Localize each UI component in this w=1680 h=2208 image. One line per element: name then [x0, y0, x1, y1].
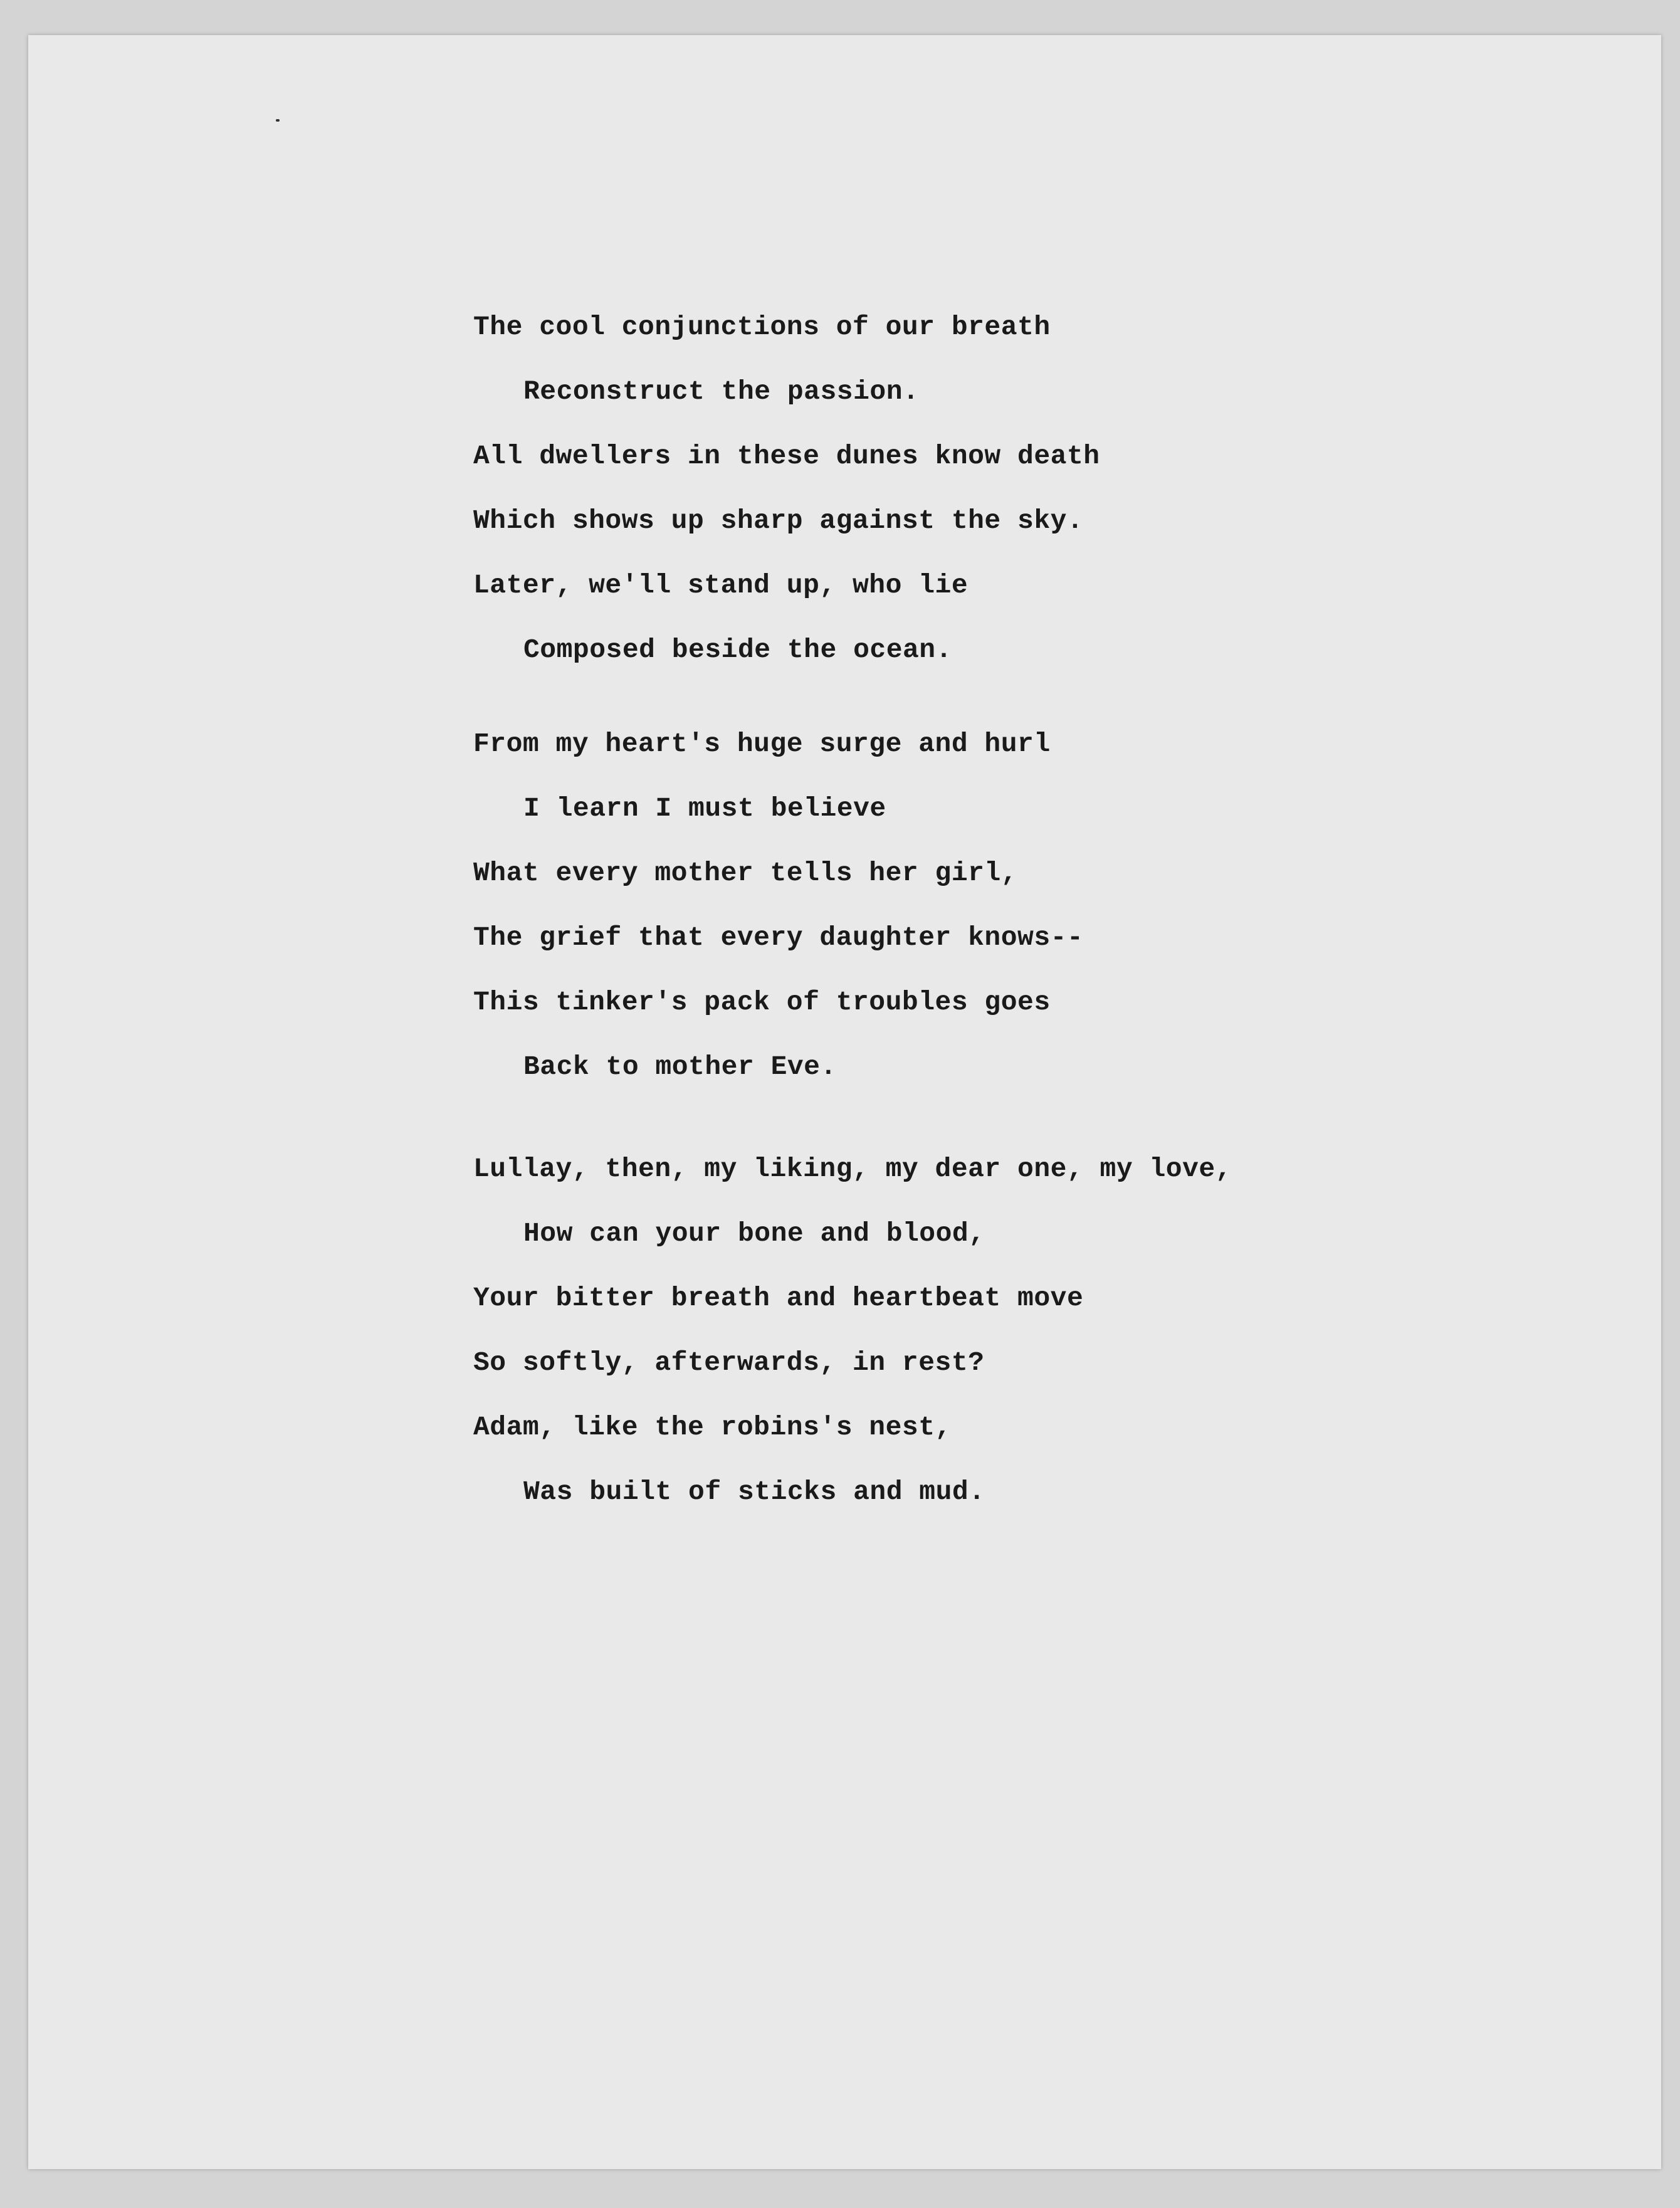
poem-line: The grief that every daughter knows-- — [473, 922, 1084, 953]
poem-line: The cool conjunctions of our breath — [473, 312, 1051, 342]
poem-line: This tinker's pack of troubles goes — [473, 987, 1051, 1017]
poem-line: Adam, like the robins's nest, — [473, 1412, 952, 1443]
poem-line: Back to mother Eve. — [523, 1051, 837, 1082]
stanza-2 — [473, 712, 1083, 1099]
poem-line: What every mother tells her girl, — [473, 858, 1018, 888]
poem-line: Was built of sticks and mud. — [523, 1476, 985, 1507]
poem-line: Composed beside the ocean. — [523, 634, 952, 665]
poem-line: So softly, afterwards, in rest? — [473, 1347, 985, 1378]
paper-speck — [276, 119, 280, 122]
poem-line: Your bitter breath and heartbeat move — [473, 1283, 1084, 1313]
poem-line: Later, we'll stand up, who lie — [473, 570, 969, 601]
poem-line: Reconstruct the passion. — [523, 376, 920, 407]
poem-line: How can your bone and blood, — [523, 1218, 985, 1249]
poem-line: Which shows up sharp against the sky. — [473, 505, 1084, 536]
poem-line: From my heart's huge surge and hurl — [473, 728, 1051, 759]
stanza-1 — [473, 295, 1100, 682]
poem-line: Lullay, then, my liking, my dear one, my love, — [473, 1154, 1232, 1184]
stanza-3 — [473, 1137, 1232, 1524]
poem-line: I learn I must believe — [523, 793, 886, 824]
poem-line: All dwellers in these dunes know death — [473, 441, 1100, 471]
